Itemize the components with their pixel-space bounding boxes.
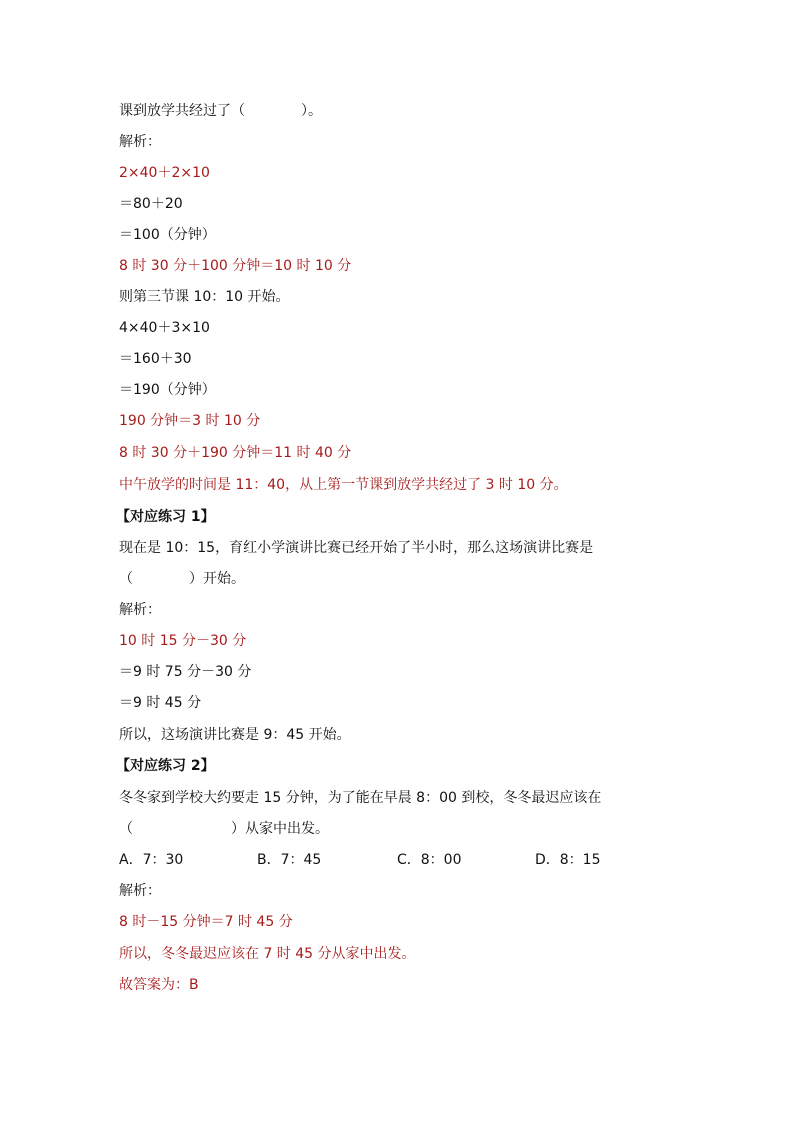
choice-a: A．7：30 <box>119 852 184 868</box>
analysis-conclusion: 中午放学的时间是 11：40，从上第一节课到放学共经过了 3 时 10 分。 <box>119 477 568 493</box>
analysis-line: 190 分钟＝3 时 10 分 <box>119 413 261 429</box>
practice-2-question: 冬冬家到学校大约要走 15 分钟，为了能在早晨 8：00 到校，冬冬最迟应该在 <box>119 790 602 806</box>
analysis-conclusion: 所以，这场演讲比赛是 9：45 开始。 <box>119 727 351 743</box>
analysis-line: 10 时 15 分－30 分 <box>119 633 247 649</box>
choice-b: B．7：45 <box>257 852 322 868</box>
analysis-label: 解析： <box>119 883 161 899</box>
practice-2-heading: 【对应练习 2】 <box>116 758 215 774</box>
practice-1-question: 现在是 10：15，育红小学演讲比赛已经开始了半小时，那么这场演讲比赛是 <box>119 540 594 556</box>
analysis-line: ＝9 时 45 分 <box>119 695 202 711</box>
analysis-line: ＝190（分钟） <box>119 382 216 398</box>
analysis-conclusion: 所以，冬冬最迟应该在 7 时 45 分从家中出发。 <box>119 946 416 962</box>
analysis-line: 8 时 30 分＋100 分钟＝10 时 10 分 <box>119 258 352 274</box>
analysis-line: 则第三节课 10：10 开始。 <box>119 289 290 305</box>
answer-line: 故答案为：B <box>119 977 199 993</box>
practice-1-question-cont: （ ）开始。 <box>119 571 245 587</box>
practice-2-question-cont: （ ）从家中出发。 <box>119 821 329 837</box>
analysis-line: ＝80＋20 <box>119 196 183 212</box>
analysis-line: 8 时 30 分＋190 分钟＝11 时 40 分 <box>119 445 352 461</box>
analysis-line: ＝100（分钟） <box>119 227 216 243</box>
choice-d: D．8：15 <box>535 852 601 868</box>
analysis-line: 4×40＋3×10 <box>119 320 210 336</box>
question-tail: 课到放学共经过了（ ）。 <box>119 103 322 119</box>
analysis-line: ＝160＋30 <box>119 351 192 367</box>
choice-list <box>119 850 679 870</box>
practice-1-heading: 【对应练习 1】 <box>116 509 215 525</box>
analysis-line: ＝9 时 75 分－30 分 <box>119 664 252 680</box>
analysis-label: 解析： <box>119 134 161 150</box>
analysis-line: 8 时－15 分钟＝7 时 45 分 <box>119 914 293 930</box>
analysis-line: 2×40＋2×10 <box>119 165 210 181</box>
analysis-label: 解析： <box>119 602 161 618</box>
choice-c: C．8：00 <box>397 852 462 868</box>
